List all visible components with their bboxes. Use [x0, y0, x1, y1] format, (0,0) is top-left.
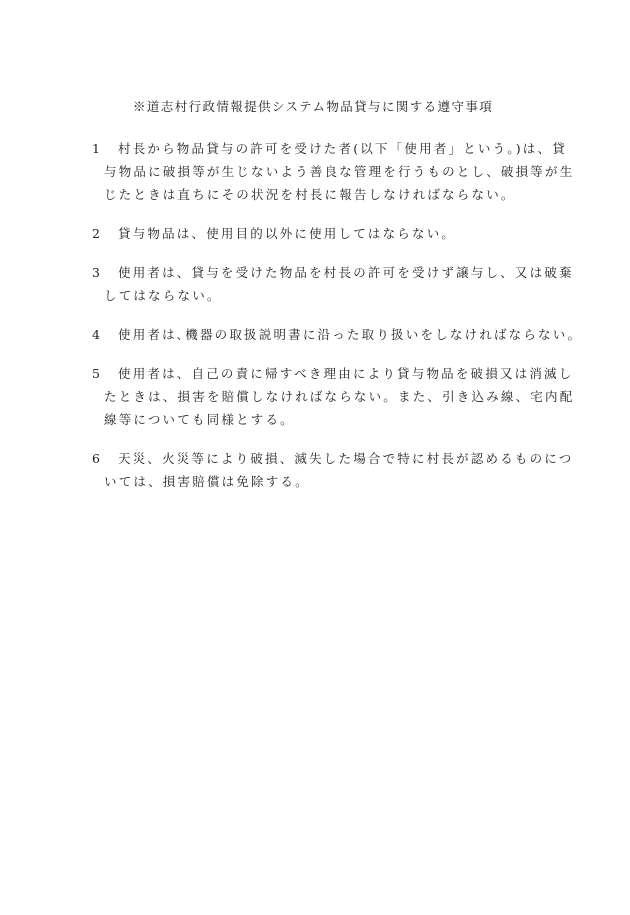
rule-text — [104, 323, 582, 346]
rule-line: 線等についても同様とする。 — [104, 412, 295, 427]
rules-list — [92, 137, 583, 509]
rule-text — [104, 362, 574, 431]
rule-item-3 — [92, 261, 574, 307]
rule-line: してはならない。 — [104, 288, 222, 303]
rule-line: 使用者は､機器の取扱説明書に沿った取り扱いをしなければならない。 — [118, 327, 583, 342]
rule-number: 5 — [92, 366, 100, 381]
rule-number: 4 — [92, 327, 100, 342]
rule-number: 6 — [92, 451, 100, 466]
rule-line: たときは、損害を賠償しなければならない。また、引き込み線、宅内配 — [104, 389, 575, 404]
rule-number: 1 — [92, 141, 100, 156]
rule-item-5 — [92, 362, 575, 431]
document-title: ※道志村行政情報提供システム物品貸与に関する遵守事項 — [133, 99, 494, 114]
rule-text — [104, 222, 562, 245]
rule-line: 村長から物品貸与の許可を受けた者(以下「使用者」という。)は、貸 — [118, 141, 567, 156]
rule-line: 天災、火災等により破損、滅失した場合で特に村長が認めるものにつ — [118, 451, 574, 466]
rule-line: 使用者は、自己の責に帰すべき理由により貸与物品を破損又は消滅し — [118, 366, 574, 381]
rule-item-2 — [92, 222, 562, 245]
rule-line: 貸与物品は、使用目的以外に使用してはならない。 — [118, 226, 457, 241]
rule-item-6 — [92, 447, 574, 493]
rule-number: 2 — [92, 226, 100, 241]
rule-text — [104, 137, 574, 206]
rule-item-1 — [92, 137, 575, 206]
rule-text — [104, 261, 574, 307]
rule-text — [104, 447, 573, 493]
rule-line: 使用者は、貸与を受けた物品を村長の許可を受けず譲与し、又は破棄 — [118, 265, 574, 280]
rule-line: じたときは直ちにその状況を村長に報告しなければならない。 — [104, 187, 516, 202]
rule-line: いては、損害賠償は免除する。 — [104, 474, 310, 489]
rule-item-4 — [92, 323, 583, 346]
rule-line: 与物品に破損等が生じないよう善良な管理を行うものとし、破損等が生 — [104, 164, 575, 179]
rule-number: 3 — [92, 265, 100, 280]
